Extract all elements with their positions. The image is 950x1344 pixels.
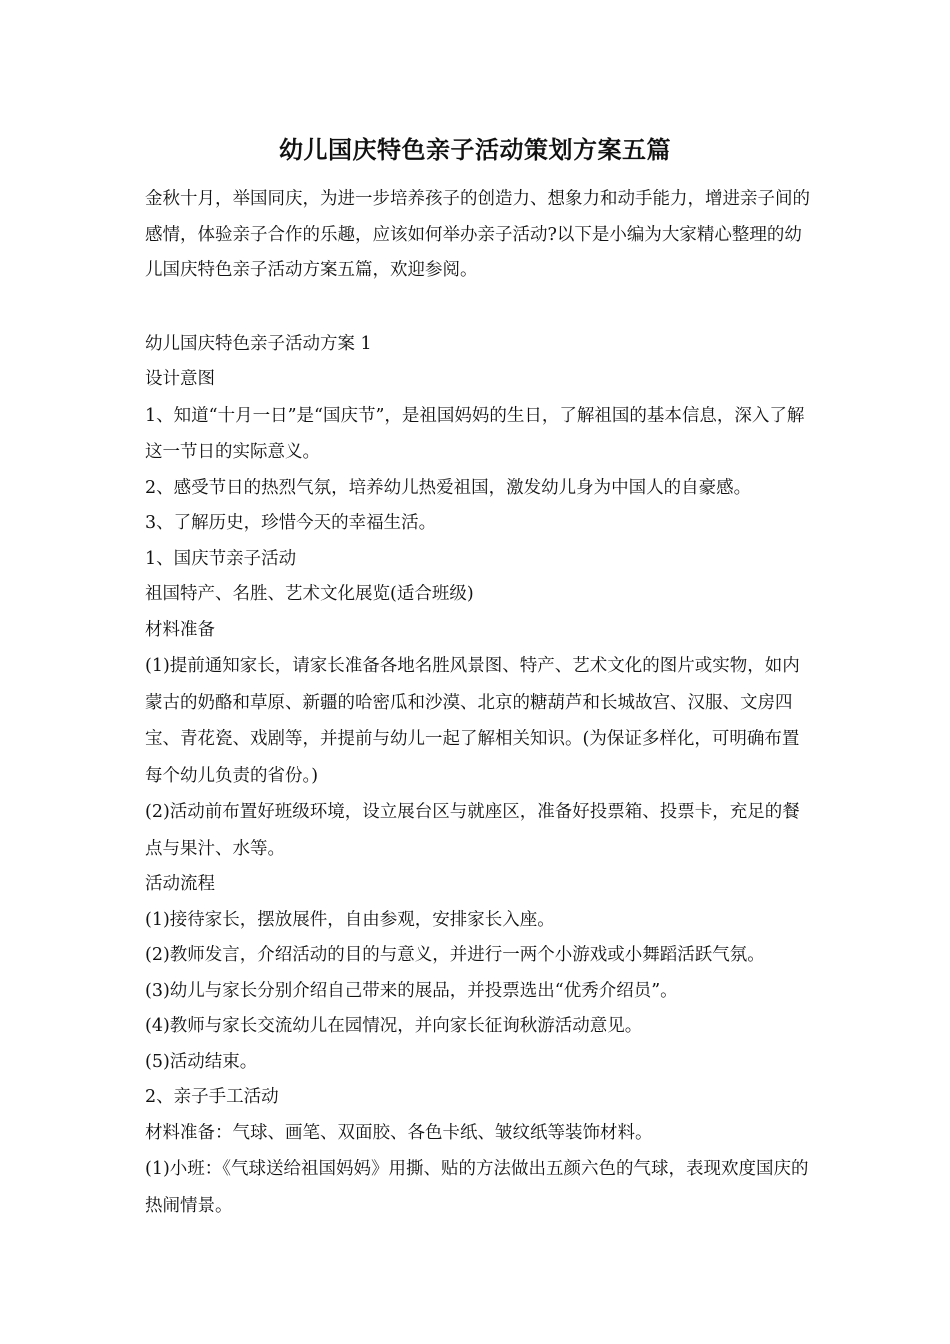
paragraph: (2)教师发言，介绍活动的目的与意义，并进行一两个小游戏或小舞蹈活跃气氛。	[145, 945, 765, 965]
paragraph: (4)教师与家长交流幼儿在园情况，并向家长征询秋游活动意见。	[145, 1016, 643, 1036]
paragraph: (3)幼儿与家长分别介绍自己带来的展品，并投票选出“优秀介绍员”。	[145, 980, 678, 1001]
section-heading: 材料准备	[145, 619, 215, 640]
document-title: 幼儿国庆特色亲子活动策划方案五篇	[279, 135, 671, 164]
paragraph: (5)活动结束。	[145, 1051, 258, 1072]
paragraph: 祖国特产、名胜、艺术文化展览(适合班级)	[145, 584, 474, 604]
paragraph: (2)活动前布置好班级环境，设立展台区与就座区，准备好投票箱、投票卡，充足的餐点与果汁、水等。	[145, 802, 800, 859]
document-body	[145, 182, 815, 1224]
section-heading: 活动流程	[145, 874, 215, 894]
intro-section	[145, 182, 815, 289]
section-heading: 设计意图	[145, 369, 215, 389]
section-heading: 2、亲子手工活动	[145, 1087, 279, 1107]
paragraph: 材料准备：气球、画笔、双面胶、各色卡纸、皱纹纸等装饰材料。	[145, 1122, 653, 1143]
paragraph: 2、感受节日的热烈气氛，培养幼儿热爱祖国，激发幼儿身为中国人的自豪感。	[145, 477, 752, 498]
section-heading: 1、国庆节亲子活动	[145, 548, 297, 569]
paragraph: (1)小班：《气球送给祖国妈妈》用撕、贴的方法做出五颜六色的气球，表现欢度国庆的热闹情景。	[145, 1159, 809, 1216]
paragraph: 1、知道“十月一日”是“国庆节”，是祖国妈妈的生日，了解祖国的基本信息，深入了解这一节日的实际意义。	[145, 405, 805, 462]
paragraph: (1)接待家长，摆放展件，自由参观，安排家长入座。	[145, 909, 555, 930]
plan-section	[145, 327, 815, 1225]
intro-paragraph: 金秋十月，举国同庆，为进一步培养孩子的创造力、想象力和动手能力，增进亲子间的感情，体验亲子合作的乐趣，应该如何举办亲子活动?以下是小编为大家精心整理的幼儿国庆特色亲子活动方案五篇，欢迎参阅。	[145, 189, 810, 280]
paragraph: (1)提前通知家长，请家长准备各地名胜风景图、特产、艺术文化的图片或实物，如内蒙古的奶酪和草原、新疆的哈密瓜和沙漠、北京的糖葫芦和长城故宫、汉服、文房四宝、青花瓷、戏剧等，并提前与幼儿一起了解相关知识。(为保证多样化，可明确布置每个幼儿负责的省份。)	[145, 656, 800, 786]
plan-heading: 幼儿国庆特色亲子活动方案 1	[145, 333, 372, 354]
paragraph: 3、了解历史，珍惜今天的幸福生活。	[145, 513, 437, 533]
